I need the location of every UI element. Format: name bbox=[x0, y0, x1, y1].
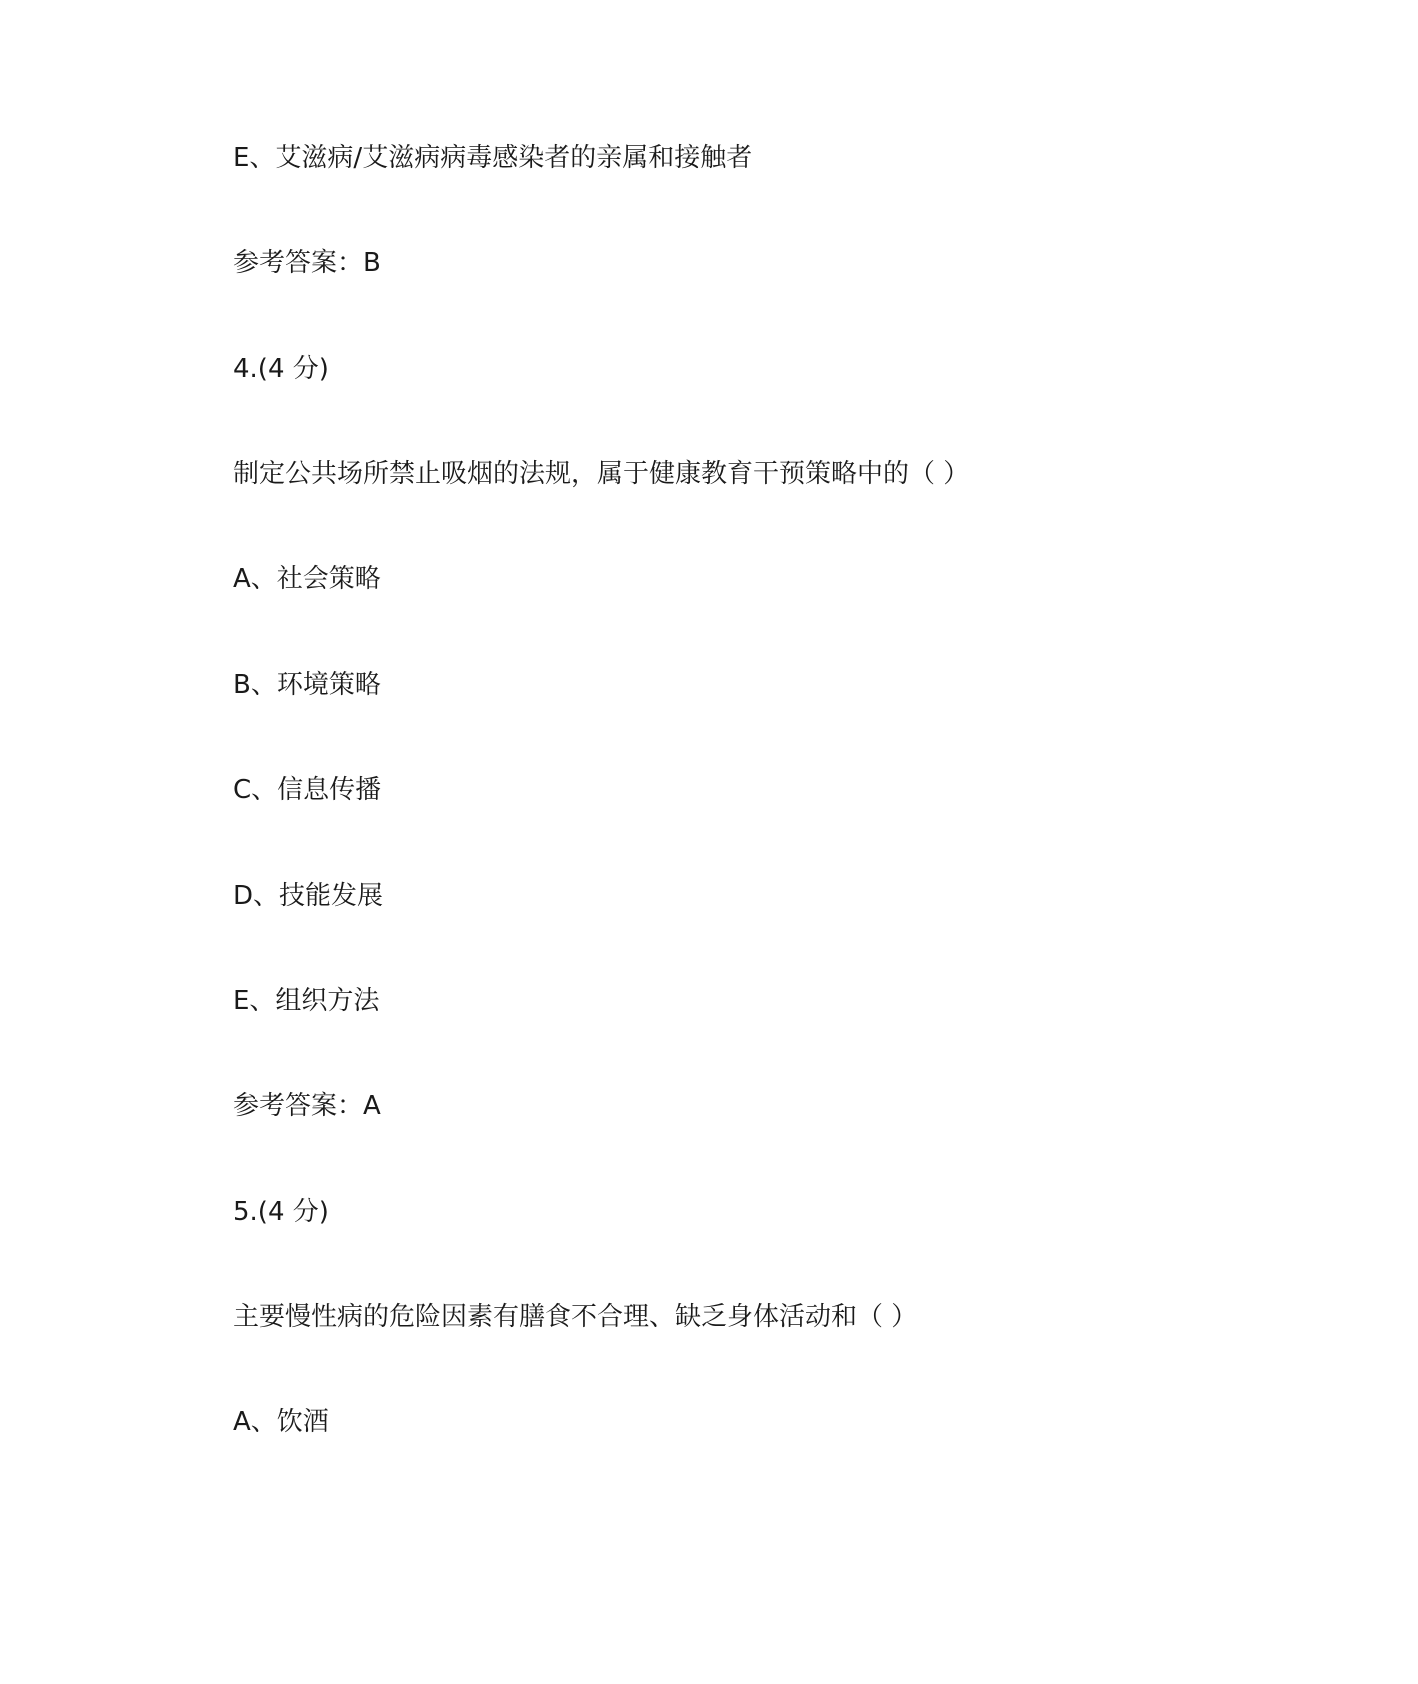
question-text-5: 主要慢性病的危险因素有膳食不合理、缺乏身体活动和（ ） bbox=[233, 1302, 918, 1332]
option-d-q4: D、技能发展 bbox=[233, 881, 384, 911]
question-text-4: 制定公共场所禁止吸烟的法规，属于健康教育干预策略中的（ ） bbox=[233, 459, 970, 489]
option-a-q5: A、饮酒 bbox=[233, 1407, 329, 1437]
option-e-q3: E、艾滋病/艾滋病病毒感染者的亲属和接触者 bbox=[233, 143, 753, 173]
option-b-q4: B、环境策略 bbox=[233, 670, 381, 700]
question-number-4: 4.(4 分) bbox=[233, 354, 329, 384]
option-e-q4: E、组织方法 bbox=[233, 986, 380, 1016]
option-a-q4: A、社会策略 bbox=[233, 564, 381, 594]
answer-q4: 参考答案：A bbox=[233, 1091, 381, 1121]
option-c-q4: C、信息传播 bbox=[233, 775, 382, 805]
question-number-5: 5.(4 分) bbox=[233, 1197, 329, 1227]
answer-q3: 参考答案：B bbox=[233, 248, 381, 278]
